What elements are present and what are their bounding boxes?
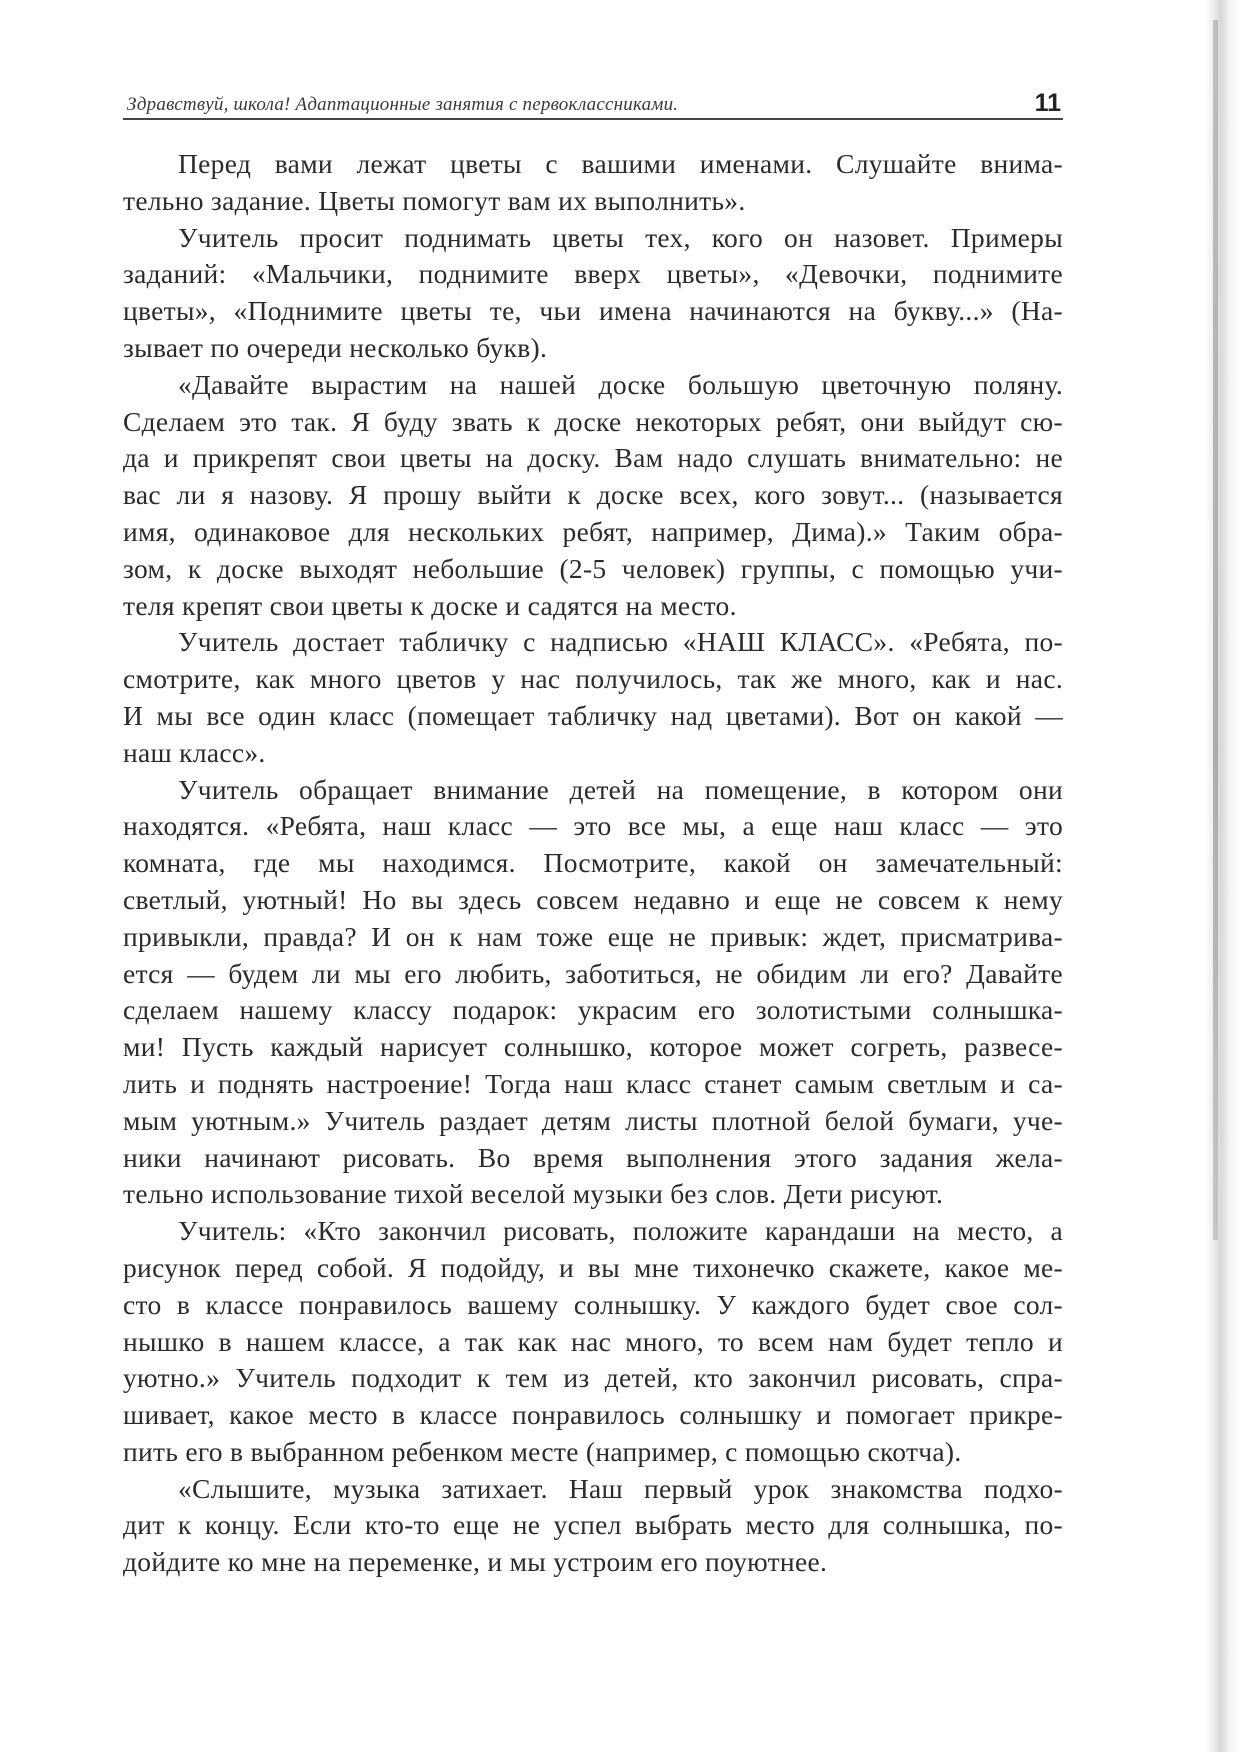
- text-line: «Давайте вырастим на нашей доске большую цветочную поляну.: [178, 368, 1063, 400]
- text-line: зывает по очереди несколько букв).: [123, 331, 548, 363]
- paragraph: [123, 1471, 1063, 1581]
- body-text: [123, 146, 1063, 1581]
- text-line: наш класс».: [123, 736, 266, 768]
- paragraph: [123, 146, 1063, 220]
- text-line: дойдите ко мне на переменке, и мы устроим его поуютнее.: [123, 1546, 828, 1578]
- paragraph: [123, 1213, 1063, 1471]
- running-title: Здравствуй, школа! Адаптационные занятия с первоклассниками.: [127, 94, 679, 115]
- text-line: пить его в выбранном ребенком месте (например, с помощью скотча).: [123, 1435, 962, 1467]
- text-line: Учитель просит поднимать цветы тех, кого он назовет. Примеры: [178, 221, 1063, 253]
- text-line: тельно использование тихой веселой музыки без слов. Дети рисуют.: [123, 1178, 944, 1210]
- text-line: вас ли я назову. Я прошу выйти к доске всех, кого зовут... (называется: [123, 479, 1063, 511]
- text-line: находятся. «Ребята, наш класс — это все мы, а еще наш класс — это: [123, 810, 1063, 842]
- text-line: Учитель обращает внимание детей на помещение, в котором они: [178, 773, 1063, 805]
- text-line: ми! Пусть каждый нарисует солнышко, которое может согреть, развесе-: [123, 1031, 1063, 1063]
- text-line: ется — будем ли мы его любить, заботиться, не обидим ли его? Давайте: [123, 957, 1063, 989]
- text-line: шивает, какое место в классе понравилось солнышку и помогает прикре-: [123, 1399, 1063, 1431]
- text-line: сто в классе понравилось вашему солнышку. У каждого будет свое сол-: [123, 1288, 1063, 1320]
- text-line: привыкли, правда? И он к нам тоже еще не привык: ждет, присматрива-: [123, 920, 1063, 952]
- text-line: нышко в нашем классе, а так как нас много, то всем нам будет тепло и: [123, 1325, 1063, 1357]
- text-line: лить и поднять настроение! Тогда наш класс станет самым светлым и са-: [123, 1067, 1063, 1099]
- text-line: «Слышите, музыка затихает. Наш первый урок знакомства подхо-: [178, 1472, 1063, 1504]
- running-header: [123, 86, 1063, 120]
- text-line: теля крепят свои цветы к доске и садятся на место.: [123, 589, 737, 621]
- text-line: ники начинают рисовать. Во время выполнения этого задания жела-: [123, 1141, 1063, 1173]
- text-line: тельно задание. Цветы помогут вам их выполнить».: [123, 184, 746, 216]
- text-line: сделаем нашему классу подарок: украсим его золотистыми солнышка-: [123, 994, 1063, 1026]
- text-line: да и прикрепят свои цветы на доску. Вам надо слушать внимательно: не: [123, 442, 1063, 474]
- text-line: комната, где мы находимся. Посмотрите, какой он замечательный:: [123, 847, 1063, 879]
- text-line: заданий: «Мальчики, поднимите вверх цветы», «Девочки, поднимите: [123, 258, 1063, 290]
- scan-edge-shadow: [1205, 0, 1240, 1752]
- text-line: И мы все один класс (помещает табличку над цветами). Вот он какой —: [123, 699, 1063, 731]
- text-line: Учитель достает табличку с надписью «НАШ КЛАСС». «Ребята, по-: [178, 626, 1063, 658]
- text-line: цветы», «Поднимите цветы те, чьи имена начинаются на букву...» (На-: [123, 295, 1063, 327]
- page-number: 11: [1034, 89, 1061, 117]
- paragraph: [123, 624, 1063, 771]
- text-line: Учитель: «Кто закончил рисовать, положите карандаши на место, а: [178, 1215, 1063, 1247]
- text-line: имя, одинаковое для нескольких ребят, например, Дима).» Таким обра-: [123, 515, 1063, 547]
- paragraph: [123, 367, 1063, 625]
- text-line: смотрите, как много цветов у нас получилось, так же много, как и нас.: [123, 663, 1063, 695]
- text-line: Сделаем это так. Я буду звать к доске некоторых ребят, они выйдут сю-: [123, 405, 1063, 437]
- text-line: мым уютным.» Учитель раздает детям листы плотной белой бумаги, уче-: [123, 1104, 1063, 1136]
- scan-binding-line: [1213, 20, 1218, 1240]
- text-line: уютно.» Учитель подходит к тем из детей, кто закончил рисовать, спра-: [123, 1362, 1063, 1394]
- text-line: Перед вами лежат цветы с вашими именами. Слушайте внима-: [178, 148, 1063, 179]
- text-line: зом, к доске выходят небольшие (2-5 человек) группы, с помощью учи-: [123, 552, 1063, 584]
- paragraph: [123, 772, 1063, 1214]
- text-line: светлый, уютный! Но вы здесь совсем недавно и еще не совсем к нему: [123, 883, 1063, 915]
- paragraph: [123, 220, 1063, 367]
- text-line: рисунок перед собой. Я подойду, и вы мне тихонечко скажете, какое ме-: [123, 1251, 1063, 1283]
- text-line: дит к концу. Если кто-то еще не успел выбрать место для солнышка, по-: [123, 1509, 1063, 1541]
